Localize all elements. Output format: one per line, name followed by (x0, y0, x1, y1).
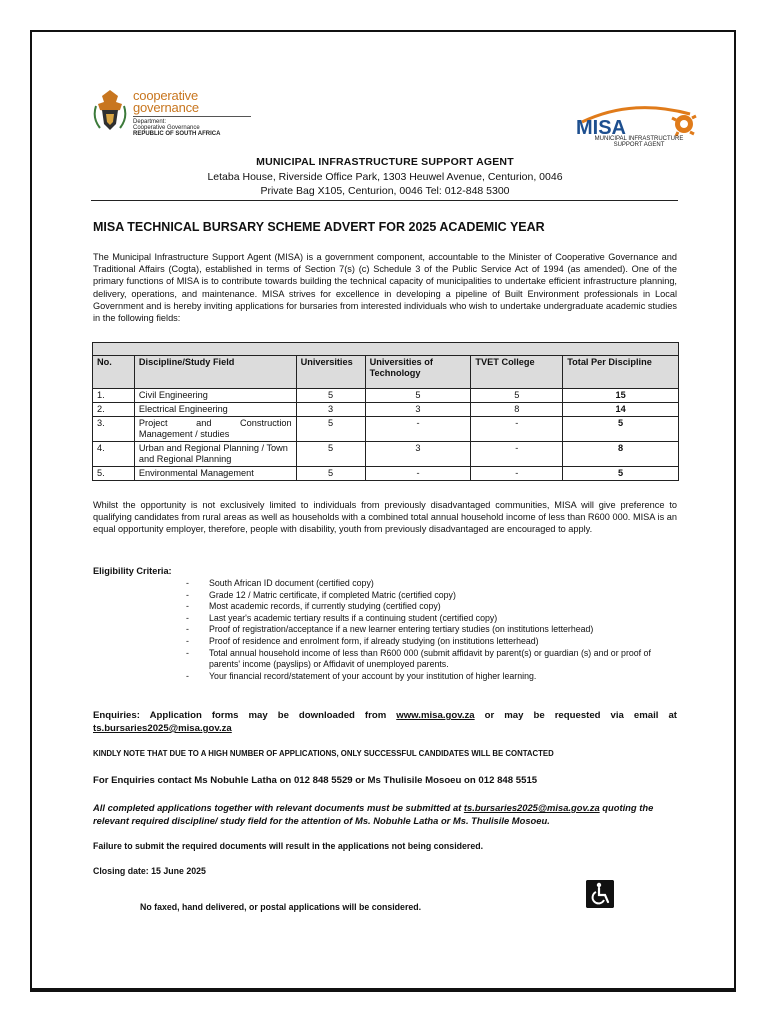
failure-note: Failure to submit the required documents will result in the applications not being considered. (93, 841, 484, 851)
cell-total: 5 (563, 417, 679, 442)
criteria-text: Most academic records, if currently studying (certified copy) (209, 601, 441, 612)
col-header-tvet: TVET College (471, 356, 563, 389)
enquiries-paragraph (93, 709, 677, 735)
list-item: - Your financial record/statement of your account by your institution of higher learning. (186, 670, 537, 681)
cell-tvet: 5 (471, 389, 563, 403)
cell-no: 1. (93, 389, 135, 403)
table-row (93, 467, 679, 481)
agency-postal: Private Bag X105, Centurion, 0046 Tel: 012-848 5300 (260, 185, 510, 197)
enquiries-text-mid: or may be requested via email at (474, 710, 677, 721)
cg-logo-rule (133, 116, 251, 117)
kindly-note: KINDLY NOTE THAT DUE TO A HIGH NUMBER OF APPLICATIONS, ONLY SUCCESSFUL CANDIDATES WILL BE CONTACTED (93, 749, 554, 758)
cell-uot: - (365, 467, 471, 481)
cell-no: 5. (93, 467, 135, 481)
list-item: - South African ID document (certified copy) (186, 578, 374, 588)
criteria-text: South African ID document (certified copy) (209, 578, 374, 588)
submission-email-link[interactable]: ts.bursaries2025@misa.gov.za (463, 802, 600, 813)
submission-text-post: quoting the relevant required discipline/ study field for the attention of Ms. Nobuhle Latha or Ms. Thulisile Mosoeu. (93, 802, 654, 826)
enquiries-text: Enquiries: Application forms may be downloaded from (93, 710, 397, 721)
coat-of-arms-icon (92, 88, 128, 132)
closing-date: Closing date: 15 June 2025 (93, 866, 206, 876)
cell-uot: - (365, 417, 471, 442)
col-header-universities: Universities (296, 356, 365, 389)
cell-uot: 3 (365, 403, 471, 417)
cell-uot: 5 (365, 389, 471, 403)
document-title: MISA TECHNICAL BURSARY SCHEME ADVERT FOR 2025 ACADEMIC YEAR (93, 220, 545, 234)
cell-universities: 5 (296, 389, 365, 403)
list-item: - Proof of registration/acceptance if a new learner entering tertiary studies (on institutions letterhead) (186, 624, 594, 635)
cell-no: 3. (93, 417, 135, 442)
cg-logo-line1: cooperative (133, 88, 199, 103)
wheelchair-icon (586, 880, 614, 908)
table-row (93, 389, 679, 403)
agency-title: MUNICIPAL INFRASTRUCTURE SUPPORT AGENT (256, 156, 514, 168)
cell-tvet: 8 (471, 403, 563, 417)
table-row (93, 403, 679, 417)
cell-field: Electrical Engineering (134, 403, 296, 417)
cell-field: Environmental Management (134, 467, 296, 481)
cell-total: 5 (563, 467, 679, 481)
cg-dept-label: Department: (133, 119, 167, 125)
criteria-text: Total annual household income of less than R600 000 (submit affidavit by parent(s) or guardian (s) and or proof of parents' income (payslips) or Affidavit of unemployed parents. (209, 647, 651, 670)
cell-tvet: - (471, 467, 563, 481)
cg-country: REPUBLIC OF SOUTH AFRICA (133, 131, 221, 137)
preference-paragraph: Whilst the opportunity is not exclusively limited to individuals from previously disadvantaged communities, MISA will give preference to qualifying candidates from rural areas as well as households with a combined total annual household income of less than R600 000. MISA is an equal opportunity employer, therefore, people with disability, youth from previously disadvantaged are encouraged to apply. (93, 500, 677, 535)
cell-tvet: - (471, 417, 563, 442)
col-header-uot: Universities of Technology (365, 356, 471, 389)
cell-total: 14 (563, 403, 679, 417)
list-item: - Most academic records, if currently studying (certified copy) (186, 601, 441, 612)
criteria-text: Grade 12 / Matric certificate, if completed Matric (certified copy) (209, 589, 456, 600)
cell-universities: 5 (296, 417, 365, 442)
criteria-list (186, 578, 680, 682)
cell-universities: 5 (296, 467, 365, 481)
misa-sub-line1: MUNICIPAL INFRASTRUCTURE (594, 136, 684, 142)
submission-text: All completed applications together with relevant documents must be submitted at (93, 802, 464, 813)
criteria-text: Proof of residence and enrolment form, if already studying (on institutions letterhead) (209, 635, 539, 646)
cell-no: 4. (93, 442, 135, 467)
list-item: - Total annual household income of less than R600 000 (submit affidavit by parent(s) or guardian (s) and or proof of parents' income (payslips) or Affidavit of unemployed parents. (186, 647, 651, 670)
list-item: - Proof of residence and enrolment form, if already studying (on institutions letterhead) (186, 635, 539, 646)
cell-total: 15 (563, 389, 679, 403)
cell-universities: 5 (296, 442, 365, 467)
criteria-text: Your financial record/statement of your account by your institution of higher learning. (209, 670, 537, 681)
email-link[interactable]: ts.bursaries2025@misa.gov.za (93, 723, 232, 734)
cell-uot: 3 (365, 442, 471, 467)
col-header-total: Total Per Discipline (563, 356, 679, 389)
submission-paragraph (93, 801, 677, 827)
col-header-field: Discipline/Study Field (134, 356, 296, 389)
contact-line: For Enquiries contact Ms Nobuhle Latha on 012 848 5529 or Ms Thulisile Mosoeu on 012 848 5515 (93, 775, 538, 786)
list-item: - Last year's academic tertiary results if a continuing student (certified copy) (186, 612, 498, 623)
table-row (93, 442, 679, 467)
cg-dept-name: Cooperative Governance (133, 125, 200, 131)
cell-tvet: - (471, 442, 563, 467)
agency-address: Letaba House, Riverside Office Park, 1303 Heuwel Avenue, Centurion, 0046 (207, 171, 563, 183)
cell-total: 8 (563, 442, 679, 467)
cell-no: 2. (93, 403, 135, 417)
intro-paragraph: The Municipal Infrastructure Support Agent (MISA) is a government component, accountable to the Minister of Cooperative Governance and Traditional Affairs (Cogta), established in terms of Section 7(s) (c) Schedule 3 of the Public Service Act of 1994 (as amended). One of the primary functions of MISA is to contribute towards building the technical capacity of municipalities to undertake efficient infrastructure planning, delivery, operations, and maintenance. MISA strives for excellence in developing a pipeline of Built Environment professionals in Local Government and is hereby inviting applications for bursaries from interested individuals who wish to undertake undergraduate academic studies in the following fields: (93, 252, 677, 324)
table-row (93, 417, 679, 442)
website-link[interactable]: www.misa.gov.za (396, 710, 475, 721)
cell-universities: 3 (296, 403, 365, 417)
cell-field: Urban and Regional Planning / Town and Regional Planning (134, 442, 296, 467)
discipline-table (92, 342, 679, 481)
header-divider (91, 200, 678, 201)
cg-logo-line2: governance (133, 100, 199, 115)
misa-sub-line2: SUPPORT AGENT (613, 142, 665, 148)
table-band (93, 343, 679, 356)
misa-logo-subtitle (576, 136, 702, 148)
list-item: - Grade 12 / Matric certificate, if completed Matric (certified copy) (186, 589, 456, 600)
criteria-text: Proof of registration/acceptance if a new learner entering tertiary studies (on institutions letterhead) (209, 624, 594, 635)
misa-logo-text: MISA (576, 117, 626, 139)
col-header-no: No. (93, 356, 135, 389)
no-fax-note: No faxed, hand delivered, or postal applications will be considered. (140, 902, 422, 912)
table-header-row (93, 356, 679, 389)
cell-field: Project and Construction Management / studies (134, 417, 296, 442)
cell-field: Civil Engineering (134, 389, 296, 403)
criteria-title: Eligibility Criteria: (93, 566, 172, 576)
page-border-bottom (30, 988, 736, 992)
criteria-text: Last year's academic tertiary results if a continuing student (certified copy) (209, 612, 498, 623)
